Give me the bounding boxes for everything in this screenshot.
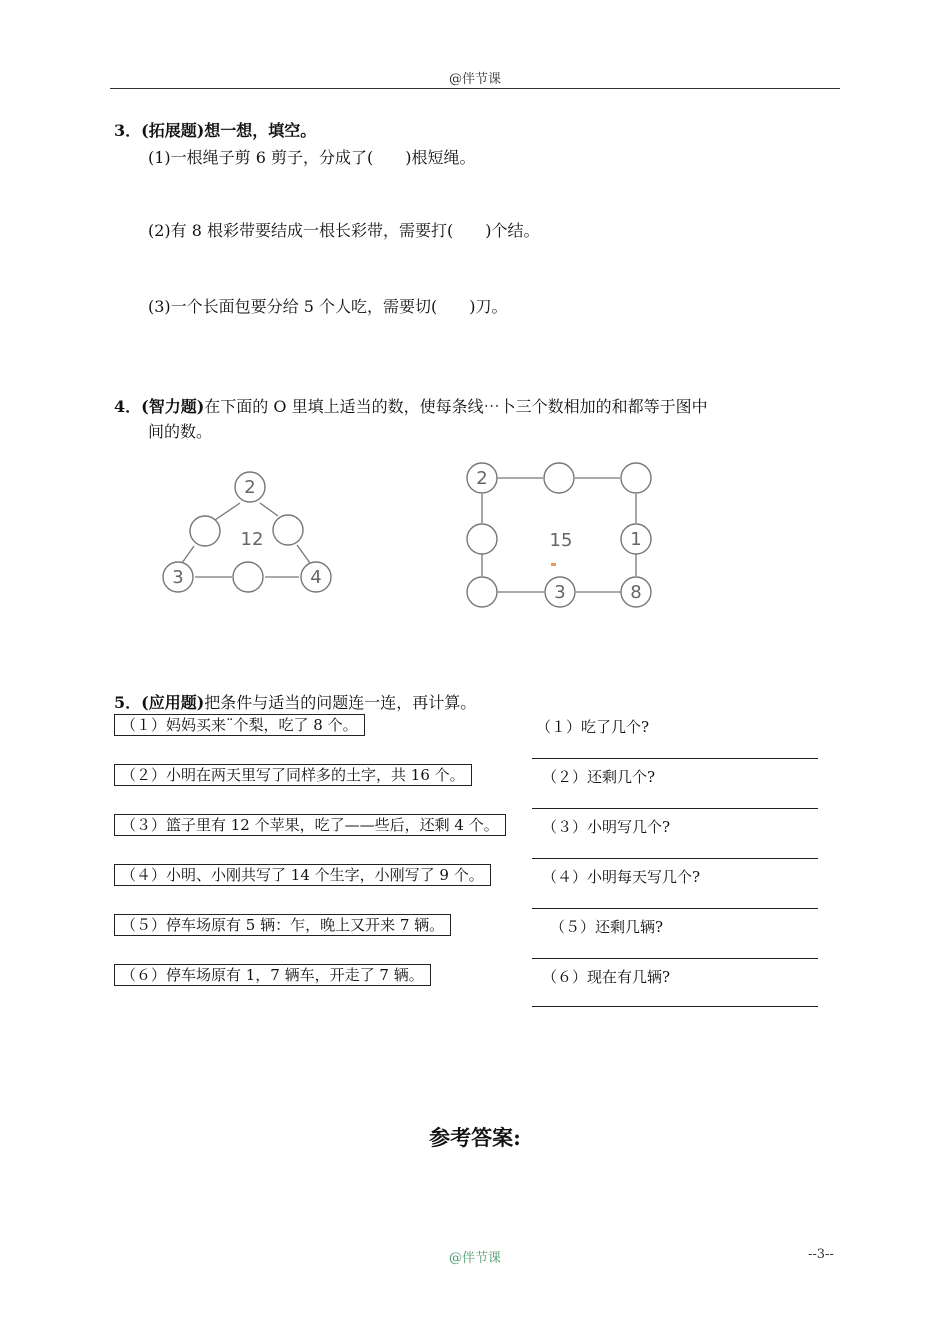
q4-heading bbox=[114, 394, 708, 417]
page-number: --3-- bbox=[808, 1247, 834, 1262]
triangle-diagram bbox=[150, 460, 350, 605]
page-header: @伴节课 bbox=[448, 72, 501, 87]
question-label-3[interactable]: （３）小明写几个? bbox=[542, 818, 671, 836]
question-label-1[interactable]: （１）吃了几个? bbox=[536, 718, 650, 736]
condition-box-4[interactable]: （４）小明、小刚共写了 14 个生字，小刚写了 9 个。 bbox=[114, 864, 491, 886]
question-label-5[interactable]: （５）还剩几辆? bbox=[550, 918, 664, 936]
answer-line-3[interactable] bbox=[532, 858, 818, 859]
q3-title: 想一想，填空。 bbox=[204, 121, 317, 140]
square-bottom-left-blank-circle[interactable] bbox=[467, 577, 497, 607]
triangle-bottom-blank-circle[interactable] bbox=[233, 562, 263, 592]
triangle-bottom-left-number: 3 bbox=[172, 567, 184, 588]
square-bottom-right-number: 8 bbox=[630, 582, 642, 603]
q3-item-3: (3)一个长面包要分给 5 个人吃，需要切( )刀。 bbox=[148, 297, 508, 316]
square-right-middle-number: 1 bbox=[630, 529, 642, 550]
answers-title: 参考答案: bbox=[429, 1125, 521, 1150]
q3-number: 3． bbox=[114, 121, 142, 140]
q5-tag: (应用题) bbox=[141, 693, 205, 712]
answer-line-2[interactable] bbox=[532, 808, 818, 809]
square-top-left-number: 2 bbox=[476, 468, 488, 489]
question-label-4[interactable]: （４）小明每天写几个? bbox=[542, 868, 701, 886]
triangle-right-blank-circle[interactable] bbox=[273, 515, 303, 545]
q3-tag: (拓展题) bbox=[141, 121, 205, 140]
q5-number: 5． bbox=[114, 693, 142, 712]
q5-heading bbox=[114, 690, 476, 713]
answer-line-4[interactable] bbox=[532, 908, 818, 909]
condition-box-6[interactable]: （６）停车场原有 1，7 辆车，开走了 7 辆。 bbox=[114, 964, 431, 986]
q4-tag: (智力题) bbox=[141, 397, 205, 416]
triangle-center-number: 12 bbox=[240, 529, 264, 550]
question-label-2[interactable]: （２）还剩几个? bbox=[542, 768, 656, 786]
header-rule bbox=[110, 88, 840, 89]
q4-number: 4． bbox=[114, 397, 142, 416]
answer-line-1[interactable] bbox=[532, 758, 818, 759]
condition-box-1[interactable]: （１）妈妈买来¨个梨，吃了 8 个。 bbox=[114, 714, 365, 736]
q3-heading bbox=[114, 118, 316, 141]
q3-item-1: (1)一根绳子剪 6 剪子，分成了( )根短绳。 bbox=[148, 148, 476, 167]
square-top-middle-blank-circle[interactable] bbox=[544, 463, 574, 493]
condition-box-3[interactable]: （３）篮子里有 12 个苹果，吃了——些后，还剩 4 个。 bbox=[114, 814, 506, 836]
answer-line-5[interactable] bbox=[532, 958, 818, 959]
orange-speck bbox=[551, 563, 556, 566]
condition-box-2[interactable]: （２）小明在两天里写了同样多的土字，共 16 个。 bbox=[114, 764, 472, 786]
square-left-middle-blank-circle[interactable] bbox=[467, 524, 497, 554]
square-diagram bbox=[460, 455, 660, 610]
triangle-bottom-right-number: 4 bbox=[310, 567, 322, 588]
question-label-6[interactable]: （６）现在有几辆? bbox=[542, 968, 671, 986]
square-top-right-blank-circle[interactable] bbox=[621, 463, 651, 493]
answer-line-6[interactable] bbox=[532, 1006, 818, 1007]
square-bottom-middle-number: 3 bbox=[554, 582, 566, 603]
page-footer: @伴节课 bbox=[448, 1251, 501, 1266]
condition-box-5[interactable]: （５）停车场原有 5 辆：乍，晚上又开来 7 辆。 bbox=[114, 914, 451, 936]
triangle-top-number: 2 bbox=[244, 477, 256, 498]
q5-title: 把条件与适当的问题连一连，再计算。 bbox=[204, 693, 477, 712]
square-center-number: 15 bbox=[549, 530, 573, 551]
q4-text-line1: 在下面的 O 里填上适当的数，使每条线⋯卜三个数相加的和都等于图中 bbox=[204, 397, 708, 416]
q4-text-line2: 间的数。 bbox=[148, 422, 213, 441]
triangle-left-blank-circle[interactable] bbox=[190, 516, 220, 546]
q3-item-2: (2)有 8 根彩带要结成一根长彩带，需要打( )个结。 bbox=[148, 221, 540, 240]
